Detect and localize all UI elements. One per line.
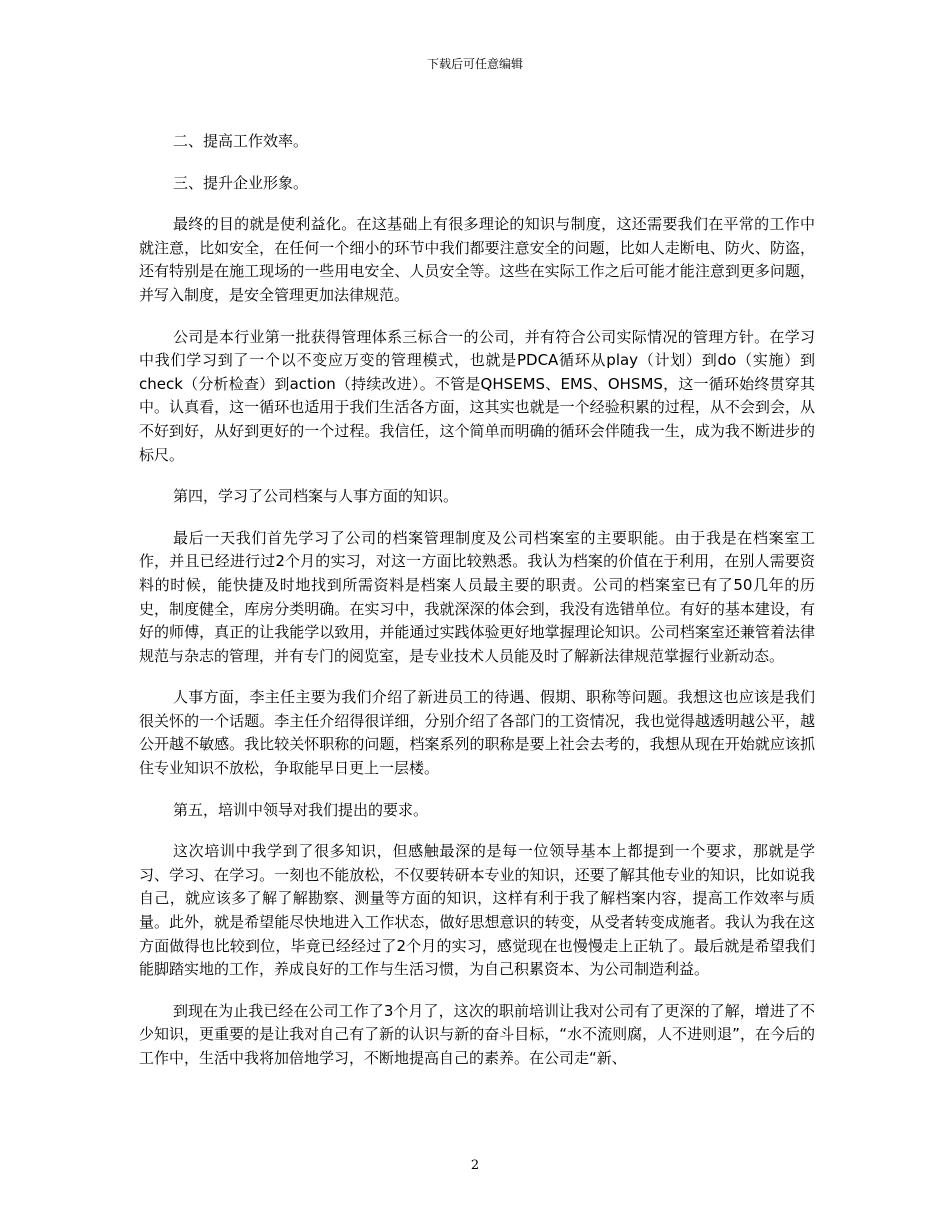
paragraph: 最终的目的就是使利益化。在这基础上有很多理论的知识与制度，这还需要我们在平常的工作中就注意，比如安全，在任何一个细小的环节中我们都要注意安全的问题，比如人走断电、防火、防盗，还有特别是在施工现场的一些用电安全、人员安全等。这些在实际工作之后可能才能注意到更多问题，并写入制度，是安全管理更加法律规范。: [139, 215, 815, 304]
paragraph: 这次培训中我学到了很多知识，但感触最深的是每一位领导基本上都提到一个要求，那就是学习、学习、在学习。一刻也不能放松，不仅要转研本专业的知识，还要了解其他专业的知识，比如说我自己，就应该多了解了解勘察、测量等方面的知识，这样有利于我了解档案内容，提高工作效率与质量。此外，就是希望能尽快地进入工作状态，做好思想意识的转变，从受者转变成施者。我认为我在这方面做得也比较到位，毕竟已经经过了2个月的实习，感觉现在也慢慢走上正轨了。最后就是希望我们能脚踏实地的工作，养成良好的工作与生活习惯，为自己积累资本、为公司制造利益。: [139, 842, 815, 979]
page-number: 2: [470, 1158, 480, 1173]
paragraph: 到现在为止我已经在公司工作了3个月了，这次的职前培训让我对公司有了更深的了解，增进了不少知识，更重要的是让我对自己有了新的认识与新的奋斗目标，“水不流则腐，人不进则退”，在今后的工作中，生活中我将加倍地学习，不断地提高自己的素养。在公司走“新、: [139, 1001, 815, 1067]
paragraph: 三、提升企业形象。: [173, 173, 309, 192]
paragraph: 二、提高工作效率。: [173, 132, 309, 150]
section-heading: 第四，学习了公司档案与人事方面的知识。: [173, 487, 459, 506]
paragraph: 人事方面，李主任主要为我们介绍了新进员工的待遇、假期、职称等问题。我想这也应该是我们很关怀的一个话题。李主任介绍得很详细，分别介绍了各部门的工资情况，我也觉得越透明越公平，越公开越不敏感。我比较关怀职称的问题，档案系列的职称是要上社会去考的，我想从现在开始就应该抓住专业知识不放松，争取能早日更上一层楼。: [139, 688, 815, 778]
section-heading: 第五，培训中领导对我们提出的要求。: [173, 800, 429, 819]
page-header: 下载后可任意编辑: [426, 57, 523, 71]
paragraph: 公司是本行业第一批获得管理体系三标合一的公司，并有符合公司实际情况的管理方针。在学习中我们学习到了一个以不变应万变的管理模式，也就是PDCA循环从play（计划）到do（实施）到check（分析检查）到action（持续改进）。不管是QHSEMS、EMS、OHSMS，这一循环始终贯穿其中。认真看，这一循环也适用于我们生活各方面，这其实也就是一个经验积累的过程，从不会到会，从不好到好，从好到更好的一个过程。我信任，这个简单而明确的循环会伴随我一生，成为我不断进步的标尺。: [139, 327, 815, 464]
paragraph: 最后一天我们首先学习了公司的档案管理制度及公司档案室的主要职能。由于我是在档案室工作，并且已经进行过2个月的实习，对这一方面比较熟悉。我认为档案的价值在于利用，在别人需要资料的时候，能快捷及时地找到所需资料是档案人员最主要的职责。公司的档案室已有了50几年的历史，制度健全，库房分类明确。在实习中，我就深深的体会到，我没有选错单位。有好的基本建设，有好的师傅，真正的让我能学以致用，并能通过实践体验更好地掌握理论知识。公司档案室还兼管着法律规范与杂志的管理，并有专门的阅览室，是专业技术人员能及时了解新法律规范掌握行业新动态。: [139, 528, 815, 665]
document-body: [139, 130, 815, 1089]
